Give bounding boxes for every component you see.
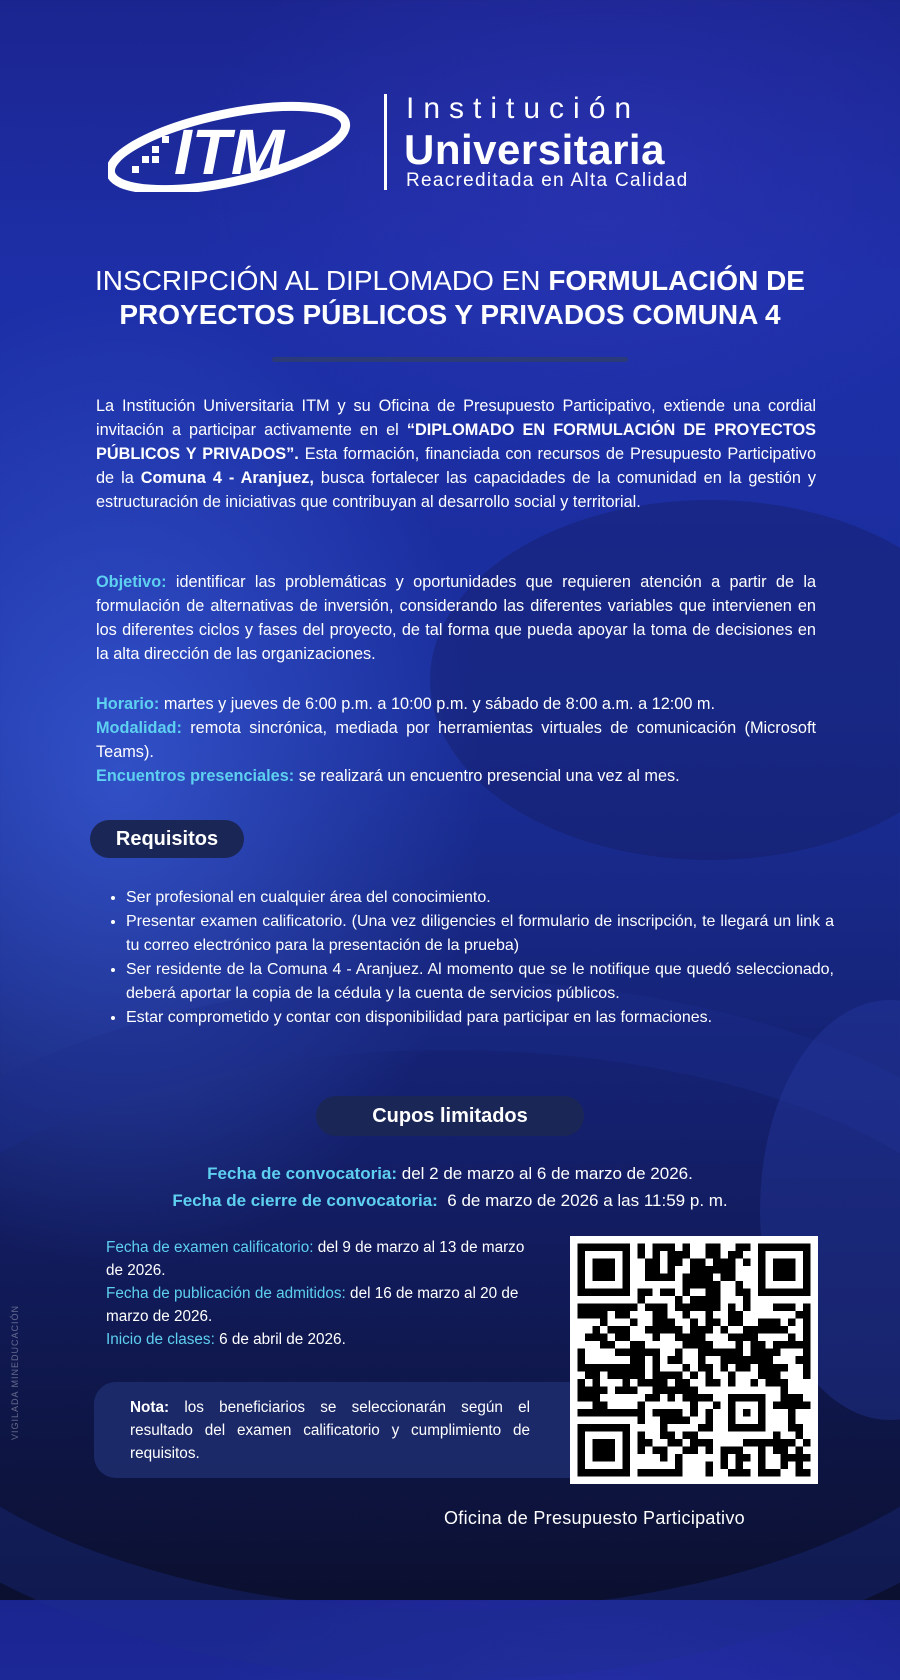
modalidad-label: Modalidad: xyxy=(96,719,182,737)
objetivo-label: Objetivo: xyxy=(96,573,167,591)
intro-text-3: busca fortalecer las capacidades de la comunidad en la gestión y estructuración de iniciativas que contribuyan al desarrollo social y territorial. xyxy=(96,469,816,511)
diplomado-name: “DIPLOMADO EN FORMULACIÓN DE PROYECTOS PÚBLICOS Y PRIVADOS”. xyxy=(96,421,816,463)
examen-line xyxy=(106,1236,536,1282)
examen-text: del 9 de marzo al 13 de marzo de 2026. xyxy=(106,1239,525,1279)
list-item: • Ser residente de la Comuna 4 - Aranjuez. Al momento que se le notifique que quedó seleccionado, deberá aportar la copia de la cédula y la cuenta de servicios públicos. xyxy=(126,958,834,1006)
itm-logo-icon xyxy=(108,96,356,192)
nota-label: Nota: xyxy=(130,1399,170,1416)
convocatoria-dates xyxy=(60,1160,840,1214)
svg-text:ITM: ITM xyxy=(174,116,285,188)
cierre-line xyxy=(60,1187,840,1214)
institution-label: Institución xyxy=(406,92,641,125)
encuentros-line xyxy=(96,764,816,788)
horario-text: martes y jueves de 6:00 p.m. a 10:00 p.m. y sábado de 8:00 a.m. a 12:00 m. xyxy=(159,695,716,713)
requisitos-heading: Requisitos xyxy=(90,820,244,858)
list-item: • Ser profesional en cualquier área del conocimiento. xyxy=(126,886,834,910)
examen-label: Fecha de examen calificatorio: xyxy=(106,1239,314,1256)
objetivo-text: identificar las problemáticas y oportunidades que requieren atención a partir de la formulación de alternativas de inversión, considerando las diferentes variables que intervienen en los diferentes ciclos y fases del proyecto, de tal forma que pueda apoyar la toma de decisiones en la alta dirección de las organizaciones. xyxy=(96,573,816,663)
intro-paragraph xyxy=(96,394,816,514)
publicacion-label: Fecha de publicación de admitidos: xyxy=(106,1285,346,1302)
nota-text xyxy=(130,1396,530,1465)
qr-code-icon[interactable] xyxy=(570,1236,818,1484)
intro-text-2: Esta formación, financiada con recursos de Presupuesto Participativo de la xyxy=(96,445,817,487)
vigilada-label: VIGILADA MINEDUCACIÓN xyxy=(10,1304,20,1440)
publicacion-line xyxy=(106,1282,536,1328)
requisitos-list xyxy=(108,886,834,1030)
inicio-line xyxy=(106,1328,536,1351)
horario-label: Horario: xyxy=(96,695,160,713)
institution-name: Universitaria xyxy=(404,126,665,173)
list-item: • Presentar examen calificatorio. (Una vez diligencies el formulario de inscripción, te llegará un link a tu correo electrónico para la presentación de la prueba) xyxy=(126,910,834,958)
encuentros-label: Encuentros presenciales: xyxy=(96,767,295,785)
footer-office: Oficina de Presupuesto Participativo xyxy=(444,1508,745,1528)
background-shape xyxy=(430,500,900,860)
modalidad-line xyxy=(96,716,816,764)
modalidad-text: remota sincrónica, mediada por herramientas virtuales de comunicación (Microsoft Teams). xyxy=(96,719,816,761)
objetivo-paragraph xyxy=(96,570,816,666)
cupos-badge: Cupos limitados xyxy=(316,1096,584,1136)
convocatoria-label: Fecha de convocatoria: xyxy=(207,1164,398,1183)
inicio-label: Inicio de clases: xyxy=(106,1331,215,1348)
schedule-dates xyxy=(106,1236,536,1351)
cierre-text: 6 de marzo de 2026 a las 11:59 p. m. xyxy=(437,1191,728,1210)
accreditation-text: Reacreditada en Alta Calidad xyxy=(406,170,689,191)
horario-line xyxy=(96,692,816,716)
header-logo xyxy=(108,88,758,198)
title-bold: FORMULACIÓN DE PROYECTOS PÚBLICOS Y PRIVADOS COMUNA 4 xyxy=(119,265,805,330)
encuentros-text: se realizará un encuentro presencial una vez al mes. xyxy=(294,767,680,785)
comuna-name: Comuna 4 - Aranjuez, xyxy=(140,469,314,487)
nota-body: los beneficiarios se seleccionarán según el resultado del examen calificatorio y cumplimiento de requisitos. xyxy=(130,1399,530,1462)
list-item: • Estar comprometido y contar con disponibilidad para participar en las formaciones. xyxy=(126,1006,834,1030)
title-divider xyxy=(272,357,628,362)
cierre-label: Fecha de cierre de convocatoria: xyxy=(172,1191,438,1210)
logo-divider xyxy=(384,94,387,190)
page-title xyxy=(40,264,860,332)
title-light: INSCRIPCIÓN AL DIPLOMADO EN xyxy=(95,265,549,296)
intro-text-1: La Institución Universitaria ITM y su Oficina de Presupuesto Participativo, extiende una cordial invitación a participar activamente en el xyxy=(96,397,816,439)
inicio-text: 6 de abril de 2026. xyxy=(214,1331,346,1348)
schedule-info xyxy=(96,692,816,788)
publicacion-text: del 16 de marzo al 20 de marzo de 2026. xyxy=(106,1285,519,1325)
convocatoria-text: del 2 de marzo al 6 de marzo de 2026. xyxy=(397,1164,693,1183)
convocatoria-line xyxy=(60,1160,840,1187)
